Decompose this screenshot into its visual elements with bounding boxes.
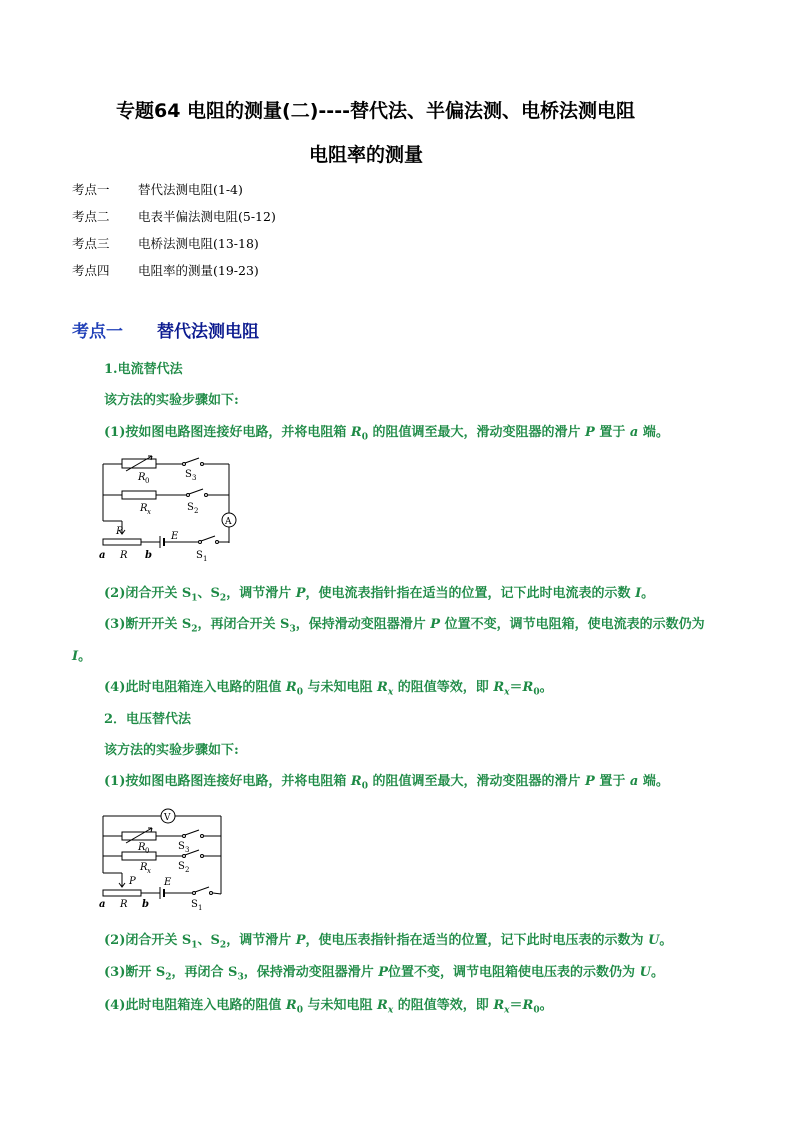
page-title: 专题64 电阻的测量(二)----替代法、半偏法测、电桥法测电阻 (116, 100, 635, 122)
toc-item (72, 180, 372, 198)
label-s3: S (178, 841, 185, 852)
voltmeter-icon: V (164, 813, 171, 823)
label-e: E (171, 531, 179, 542)
part2-heading: 2．电压替代法 (104, 712, 192, 727)
label-rx-sub: x (147, 508, 151, 516)
circuit-diagram-current (98, 455, 248, 570)
label-r: R (120, 550, 128, 561)
page-subtitle: 电阻率的测量 (309, 144, 424, 166)
part1-step2: (2)闭合开关 $S_1$、$S_2$，调节滑片 P，使电流表指针指在适当的位置，记下此时电流表的示数 I。 (104, 586, 655, 604)
toc-key: 考点二 (72, 209, 110, 224)
toc-key: 考点三 (72, 236, 110, 251)
part1-step3: (3)断开开关 $S_2$，再闭合开关 $S_3$，保持滑动变阻器滑片 P 位置不变，调节电阻箱，使电流表的示数仍为 (104, 617, 705, 635)
part2-step4: (4)此时电阻箱连入电路的阻值 $R_0$ 与未知电阻 $R_x$ 的阻值等效，即 $R_x=R_0$。 (104, 998, 553, 1016)
label-s3-sub: 3 (185, 846, 190, 854)
part1-step3-cont: I。 (72, 649, 92, 664)
ammeter-icon: A (225, 517, 232, 527)
label-e: E (164, 877, 172, 888)
label-r0-sub: 0 (145, 847, 150, 855)
toc-key: 考点一 (72, 182, 110, 197)
part2-step2: (2)闭合开关 $S_1$、$S_2$，调节滑片 P，使电压表指针指在适当的位置，记下此时电压表的示数为 U。 (104, 933, 673, 951)
toc-item (72, 261, 372, 279)
label-s2: S (187, 502, 194, 513)
part2-intro: 该方法的实验步骤如下: (104, 743, 239, 758)
part1-heading: 1.电流替代法 (104, 362, 183, 377)
label-s1: S (196, 550, 203, 561)
label-r0-sub: 0 (145, 477, 150, 485)
toc-item (72, 207, 372, 225)
toc-text: 电表半偏法测电阻(5-12) (138, 209, 276, 224)
part1-step1: (1)按如图电路图连接好电路，并将电阻箱 $R_0$ 的阻值调至最大，滑动变阻器的滑片 P 置于 a 端。 (104, 425, 669, 443)
label-rx-sub: x (147, 867, 151, 875)
label-s1: S (191, 899, 198, 910)
label-s2-sub: 2 (185, 866, 190, 874)
part2-step1: (1)按如图电路图连接好电路，并将电阻箱 $R_0$ 的阻值调至最大，滑动变阻器的滑片 P 置于 a 端。 (104, 774, 669, 792)
part1-step4: (4)此时电阻箱连入电路的阻值 $R_0$ 与未知电阻 $R_x$ 的阻值等效，即 $R_x=R_0$。 (104, 680, 553, 698)
label-s3: S (185, 469, 192, 480)
section-key: 考点一 (72, 322, 123, 342)
toc-key: 考点四 (72, 263, 110, 278)
label-s3-sub: 3 (192, 474, 197, 482)
label-a: a (99, 550, 106, 561)
toc-item (72, 234, 372, 252)
label-r: R (120, 899, 128, 910)
circuit-diagram-voltage (98, 803, 233, 915)
label-r0: R (138, 842, 146, 853)
section-heading (72, 317, 259, 342)
toc-text: 电桥法测电阻(13-18) (138, 236, 259, 251)
label-s1-sub: 1 (203, 555, 208, 563)
section-title: 替代法测电阻 (157, 322, 259, 342)
toc-text: 替代法测电阻(1-4) (138, 182, 243, 197)
label-s2: S (178, 861, 185, 872)
label-a: a (99, 899, 106, 910)
label-rx: R (140, 503, 148, 514)
label-b: b (142, 899, 149, 910)
label-s1-sub: 1 (198, 904, 203, 912)
label-p: P (116, 526, 123, 537)
part2-step3: (3)断开 $S_2$，再闭合 $S_3$，保持滑动变阻器滑片 P位置不变，调节电阻箱使电压表的示数仍为 U。 (104, 965, 664, 983)
toc-text: 电阻率的测量(19-23) (138, 263, 259, 278)
label-r0: R (138, 472, 146, 483)
label-rx: R (140, 862, 148, 873)
part1-intro: 该方法的实验步骤如下: (104, 393, 239, 408)
label-s2-sub: 2 (194, 507, 199, 515)
label-b: b (145, 550, 152, 561)
label-p: P (129, 876, 136, 887)
